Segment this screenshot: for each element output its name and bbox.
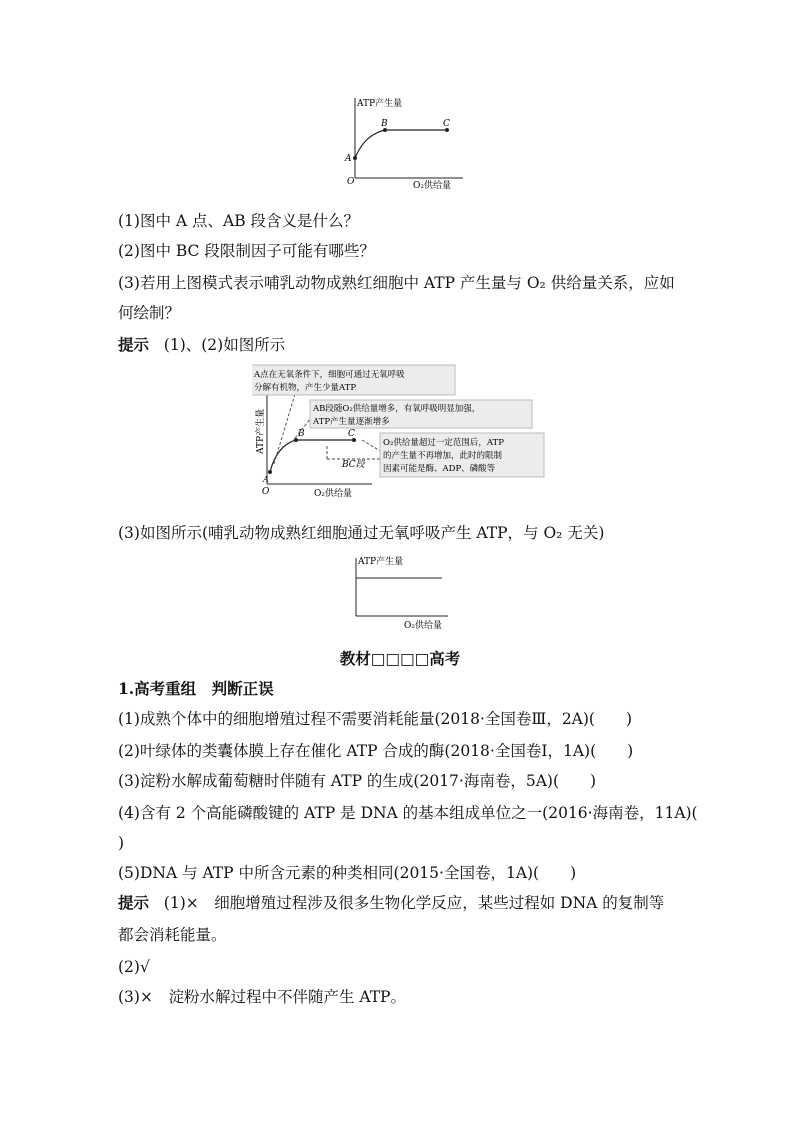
origin-label: O	[262, 487, 270, 497]
question-3-line2: 何绘制？	[118, 304, 181, 322]
answer-3: (3)× 淀粉水解过程中不伴随产生 ATP。	[118, 988, 406, 1006]
hint-label: 提示	[118, 335, 150, 354]
y-axis-label: ATP产生量	[357, 99, 403, 109]
box2-line2: ATP产生量逐渐增多	[313, 417, 390, 427]
answer-1-text: (1)× 细胞增殖过程涉及很多生物化学反应，某些过程如 DNA 的复制等	[163, 894, 665, 912]
x-axis-label: O₂供给量	[404, 621, 442, 631]
box1-line2: 分解有机物，产生少量ATP	[254, 383, 357, 393]
subsection-title: 1.高考重组 判断正误	[118, 679, 274, 698]
item-5: (5)DNA 与 ATP 中所含元素的种类相同(2015·全国卷，1A)( )	[118, 864, 577, 882]
answer-1	[118, 892, 664, 914]
y-axis-label: ATP产生量	[256, 408, 266, 454]
item-2: (2)叶绿体的类囊体膜上存在催化 ATP 合成的酶(2018·全国卷Ⅰ，1A)( )	[118, 742, 634, 760]
point-a-label: A	[263, 475, 269, 484]
box3-line1: O₂供给量超过一定范围后，ATP	[383, 438, 504, 448]
answer-1-cont: 都会消耗能量。	[118, 926, 227, 944]
item-4-cont: )	[118, 834, 125, 852]
answer-label: 提示	[118, 893, 150, 912]
point-b-label: B	[298, 429, 305, 439]
box3-line2: 的产生量不再增加，此时的限制	[383, 451, 503, 461]
y-axis-label: ATP产生量	[358, 557, 404, 567]
x-axis-label: O₂供给量	[413, 181, 451, 191]
hint-3: (3)如图所示(哺乳动物成熟红细胞通过无氧呼吸产生 ATP，与 O₂ 无关)	[118, 524, 605, 542]
box3-line3: 因素可能是酶、ADP、磷酸等	[383, 464, 496, 474]
hint-1-text: (1)、(2)如图所示	[163, 336, 286, 354]
item-4: (4)含有 2 个高能磷酸键的 ATP 是 DNA 的基本组成单位之一(2016·海南卷，11A)(	[118, 804, 698, 822]
item-3: (3)淀粉水解成葡萄糖时伴随有 ATP 的生成(2017·海南卷，5A)( )	[118, 772, 597, 790]
answer-2: (2)√	[118, 958, 150, 976]
item-1: (1)成熟个体中的细胞增殖过程不需要消耗能量(2018·全国卷Ⅲ，2A)( )	[118, 710, 633, 728]
hint-1	[118, 334, 285, 356]
point-c-label: C	[443, 119, 450, 129]
question-2: (2)图中 BC 段限制因子可能有哪些？	[118, 242, 375, 260]
point-b-label: B	[381, 119, 388, 129]
section-title: 教材□□□□高考	[339, 649, 461, 668]
point-a-label: A	[345, 154, 352, 164]
question-3-line1: (3)若用上图模式表示哺乳动物成熟红细胞中 ATP 产生量与 O₂ 供给量关系，应如	[118, 274, 675, 292]
figure-atp-flat	[348, 552, 458, 634]
origin-label: O	[347, 177, 355, 187]
figure-atp-annotated	[252, 364, 552, 504]
box1-line1: A点在无氧条件下，细胞可通过无氧呼吸	[254, 370, 405, 380]
x-axis-label: O₂供给量	[314, 489, 352, 499]
figure-atp-curve	[335, 92, 475, 192]
box2-line1: AB段随O₂供给量增多，有氧呼吸明显加强，	[313, 404, 481, 414]
point-c-label: C	[348, 429, 355, 439]
bc-label: BC段	[342, 460, 365, 470]
question-1: (1)图中 A 点、AB 段含义是什么？	[118, 212, 360, 230]
